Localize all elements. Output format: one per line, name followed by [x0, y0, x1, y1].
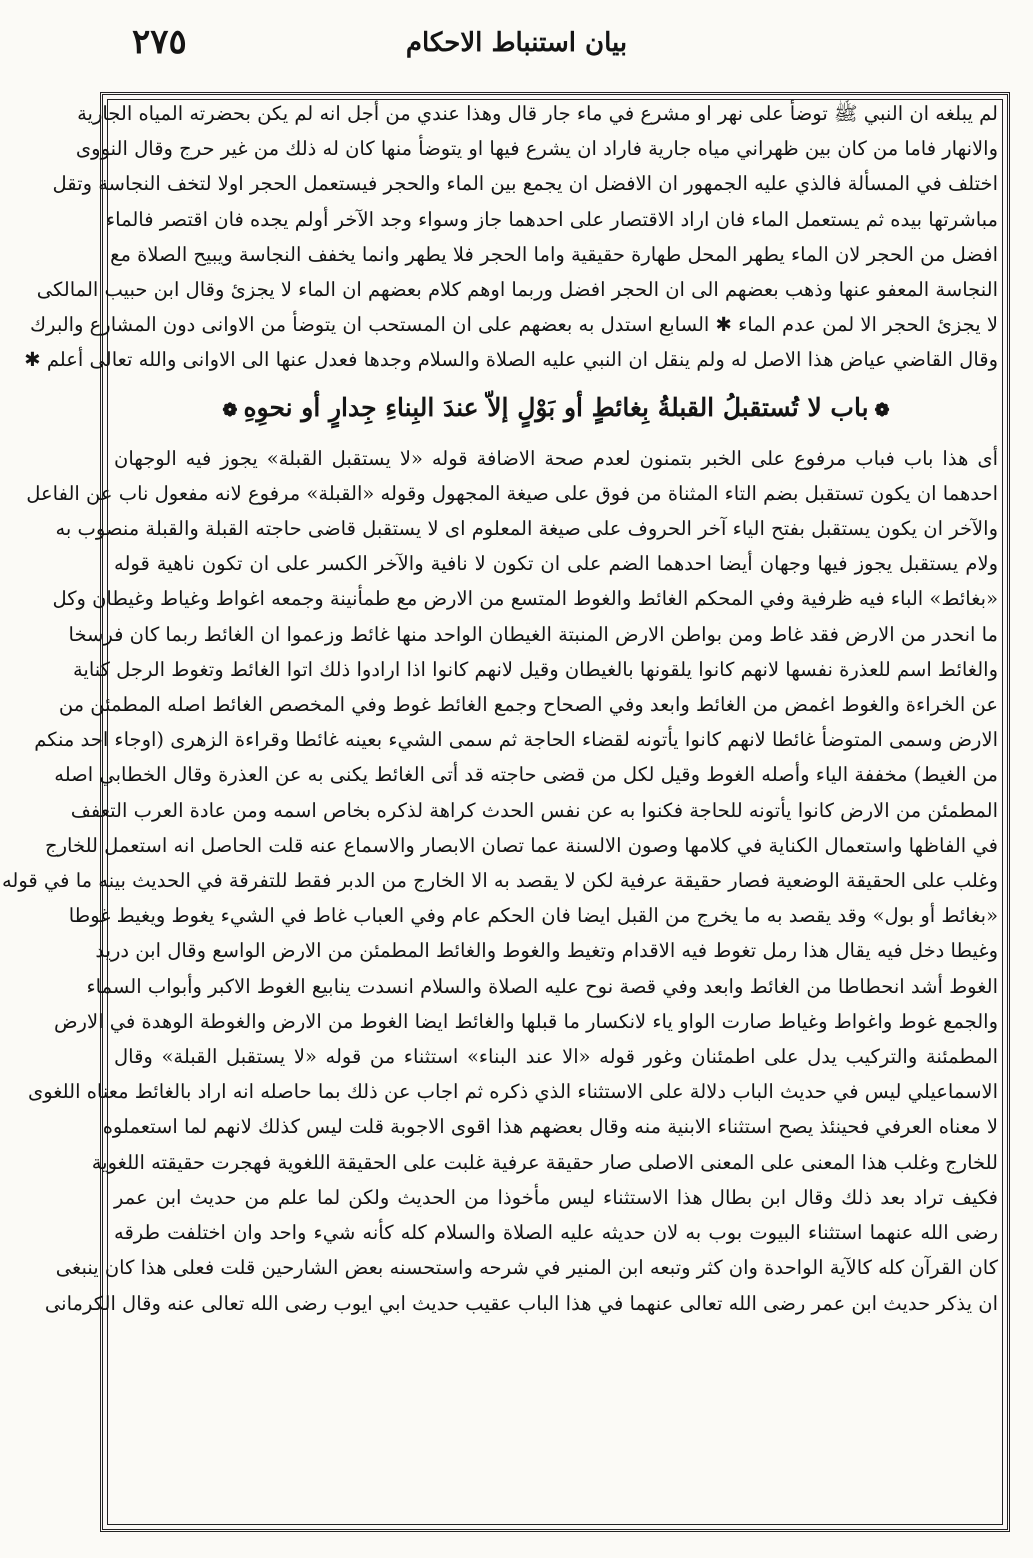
- ornament-right-icon: ❁: [874, 399, 890, 421]
- text-line: والغائط اسم للعذرة نفسها لانهم كانوا يلقونها بالغيطان وقيل لانهم كانوا اذا ارادوا ذلك اتوا الغائط وتغوط الرجل كناية: [72, 657, 998, 681]
- text-line: في الفاظها واستعمال الكناية في كلامها وصون الالسنة عما تصان الابصار والاسماع عنه قلت الحاصل انه استعمل للخارج: [45, 833, 998, 857]
- text-line: ما انحدر من الارض فقد غاط ومن بواطن الارض المنبتة الغيطان الواحد منها غائط وزعموا ان الغائط ربما كان فرسخا: [68, 622, 998, 646]
- text-line: لا يجزئ الحجر الا لمن عدم الماء ✱ السابع استدل به بعضهم على ان المستحب ان يتوضأ من الاوانى دون المشارع والبرك: [29, 313, 998, 337]
- text-line: احدهما ان يكون تستقبل بضم التاء المثناة من فوق على صيغة المجهول وقوله «القبلة» مرفوع لانه مفعول ناب عن الفاعل: [26, 481, 998, 505]
- text-line: أى هذا باب فباب مرفوع على الخبر بتمنون لعدم صحة الاضافة قوله «لا يستقبل القبلة» يجوز فيه الوجهان: [114, 446, 998, 470]
- text-line: اختلف في المسألة فالذي عليه الجمهور ان الافضل ان يجمع بين الماء والحجر فيستعمل الحجر اولا لتخف النجاسة وتقل: [52, 172, 998, 196]
- text-line: لم يبلغه ان النبي ﷺ توضأ على نهر او مشرع في ماء جار قال وهذا عندي من أجل انه لم يكن بحضرته المياه الجارية: [77, 102, 998, 125]
- page-header: [0, 18, 1033, 74]
- text-line: «بغائط أو بول» وقد يقصد به ما يخرج من القبل ايضا فان الحكم عام وفي العباب غاط في الشيء يغوط ويغيط غوطا: [68, 904, 998, 928]
- text-line: والجمع غوط واغواط وغياط صارت الواو ياء لانكسار ما قبلها والغائط ايضا الغوط من الارض والغوطة الوهدة في الارض: [53, 1009, 998, 1033]
- text-line: ان يذكر حديث ابن عمر رضى الله تعالى عنهما في هذا الباب عقيب حديث ابي ايوب رضى الله تعالى عنه وقال الكرمانى: [44, 1291, 998, 1315]
- text-line: وقال القاضي عياض هذا الاصل له ولم ينقل ان النبي عليه الصلاة والسلام وجدها فعدل عنها الى الاوانى والله تعالى أعلم ✱: [24, 348, 998, 372]
- text-line: «بغائط» الباء فيه ظرفية وفي المحكم الغائط والغوط المتسع من الارض مع طمأنينة وجمعه اغواط وغياط وغيطان وكل: [52, 587, 998, 611]
- chapter-heading-text: باب لا تُستقبلُ القبلةُ بِغائطٍ أو بَوْلٍ إلاّ عندَ البِناءِ جِدارٍ أو نحوِهِ: [243, 392, 869, 422]
- text-line: من الغيط) مخففة الياء وأصله الغوط وقيل لكل من قضى حاجته قد أتى الغائط يكنى به عن العذرة وقال الخطابي اصله: [54, 763, 998, 787]
- text-line: ولام يستقبل يجوز فيها وجهان أيضا احدهما الضم على ان تكون لا نافية والآخر الكسر على ان تكون ناهية قوله: [114, 552, 998, 576]
- text-line: وغيطا دخل فيه يقال هذا رمل تغوط فيه الاقدام وتغيط والغوط والغائط المطمئن من الارض الواسع وقال ابن دريد: [95, 939, 998, 963]
- body-text: [1, 96, 1004, 1321]
- text-line: المطمئنة والتركيب يدل على اطمئنان وغور قوله «الا عند البناء» استثناء من قوله «لا يستقبل القبلة» وقال: [114, 1045, 998, 1069]
- running-title: بيان استنباط الاحكام: [405, 28, 628, 58]
- text-line: المطمئن من الارض كانوا يأتونه للحاجة فكنوا به عن نفس الحدث كراهة لذكره بخاص اسمه ومن عادة العرب التعفف: [70, 798, 998, 822]
- text-line: مباشرتها بيده ثم يستعمل الماء فان اراد الاقتصار على احدهما جاز وسواء وجد الآخر أولم يجده فان اقتصر فالماء: [105, 207, 998, 231]
- text-line: النجاسة المعفو عنها وذهب بعضهم الى ان الحجر افضل وربما اوهم كلام بعضهم ان الماء لا يجزئ وقال ابن حبيب المالكى: [36, 278, 998, 302]
- text-line: لا معناه العرفي فحينئذ يصح استثناء الابنية منه وقال بعضهم هذا اقوى الاجوبة قلت ليس كذلك لانهم لما استعملوه: [102, 1115, 998, 1139]
- text-line: افضل من الحجر لان الماء يطهر المحل طهارة حقيقية واما الحجر فلا يطهر وانما يخفف النجاسة ويبيح الصلاة مع: [110, 242, 998, 266]
- chapter-heading: [108, 378, 1004, 441]
- text-line: والآخر ان يكون يستقبل بفتح الياء آخر الحروف على صيغة المعلوم اى لا يستقبل قاضى حاجته القبلة والقبلة منصوب به: [55, 517, 998, 541]
- page-number: ٢٧٥: [132, 22, 187, 62]
- text-line: الاسماعيلي ليس في حديث الباب دلالة على الاستثناء الذي ذكره ثم اجاب عن ذلك بما حاصله انه اراد بالغائط معناه اللغوى: [27, 1080, 998, 1104]
- text-line: الغوط أشد انحطاطا من الغائط وابعد وفي قصة نوح عليه الصلاة والسلام انسدت ينابيع الغوط الاكبر وأبواب السماء: [86, 974, 998, 998]
- text-line: الارض وسمى المتوضأ غائطا لانهم كانوا يأتونه لقضاء الحاجة ثم سمى الشيء بعينه غائطا وقراءة الزهرى (اوجاء احد منكم: [34, 728, 998, 752]
- ornament-left-icon: ❁: [222, 399, 238, 421]
- text-line: عن الخراءة والغوط اغمض من الغائط وابعد وفي الصحاح وجمع الغائط غوط وفي المخصص الغائط اصله المطمئن من: [58, 693, 998, 717]
- text-line: رضى الله عنهما استثناء البيوت بوب به لان حديثه عليه الصلاة والسلام كله كأنه شيء واحد وان اختلفت طرقه: [114, 1221, 998, 1245]
- text-line: كان القرآن كله كالآية الواحدة وان كثر وتبعه ابن المنير في شرحه واستحسنه بعض الشارحين قلت فعلى هذا كان ينبغى: [55, 1256, 998, 1280]
- text-line: وغلب على الحقيقة الوضعية فصار حقيقة عرفية لكن لا يقصد به الا الخارج من الدبر فقط للتفرقة في الحديث بينه ما في قوله: [1, 869, 998, 893]
- text-line: والانهار فاما من كان بين ظهراني مياه جارية فاراد ان يشرع فيها او يتوضأ منها كان له ذلك من غير حرج وقال النووى: [75, 137, 998, 161]
- text-line: للخارج وغلب هذا المعنى على المعنى الاصلى صار حقيقة عرفية غلبت على الحقيقة اللغوية فهجرت حقيقته اللغوية: [91, 1150, 998, 1174]
- text-line: فكيف تراد بعد ذلك وقال ابن بطال هذا الاستثناء ليس مأخوذا من الحديث ولكن لما علم من حديث ابن عمر: [114, 1185, 998, 1209]
